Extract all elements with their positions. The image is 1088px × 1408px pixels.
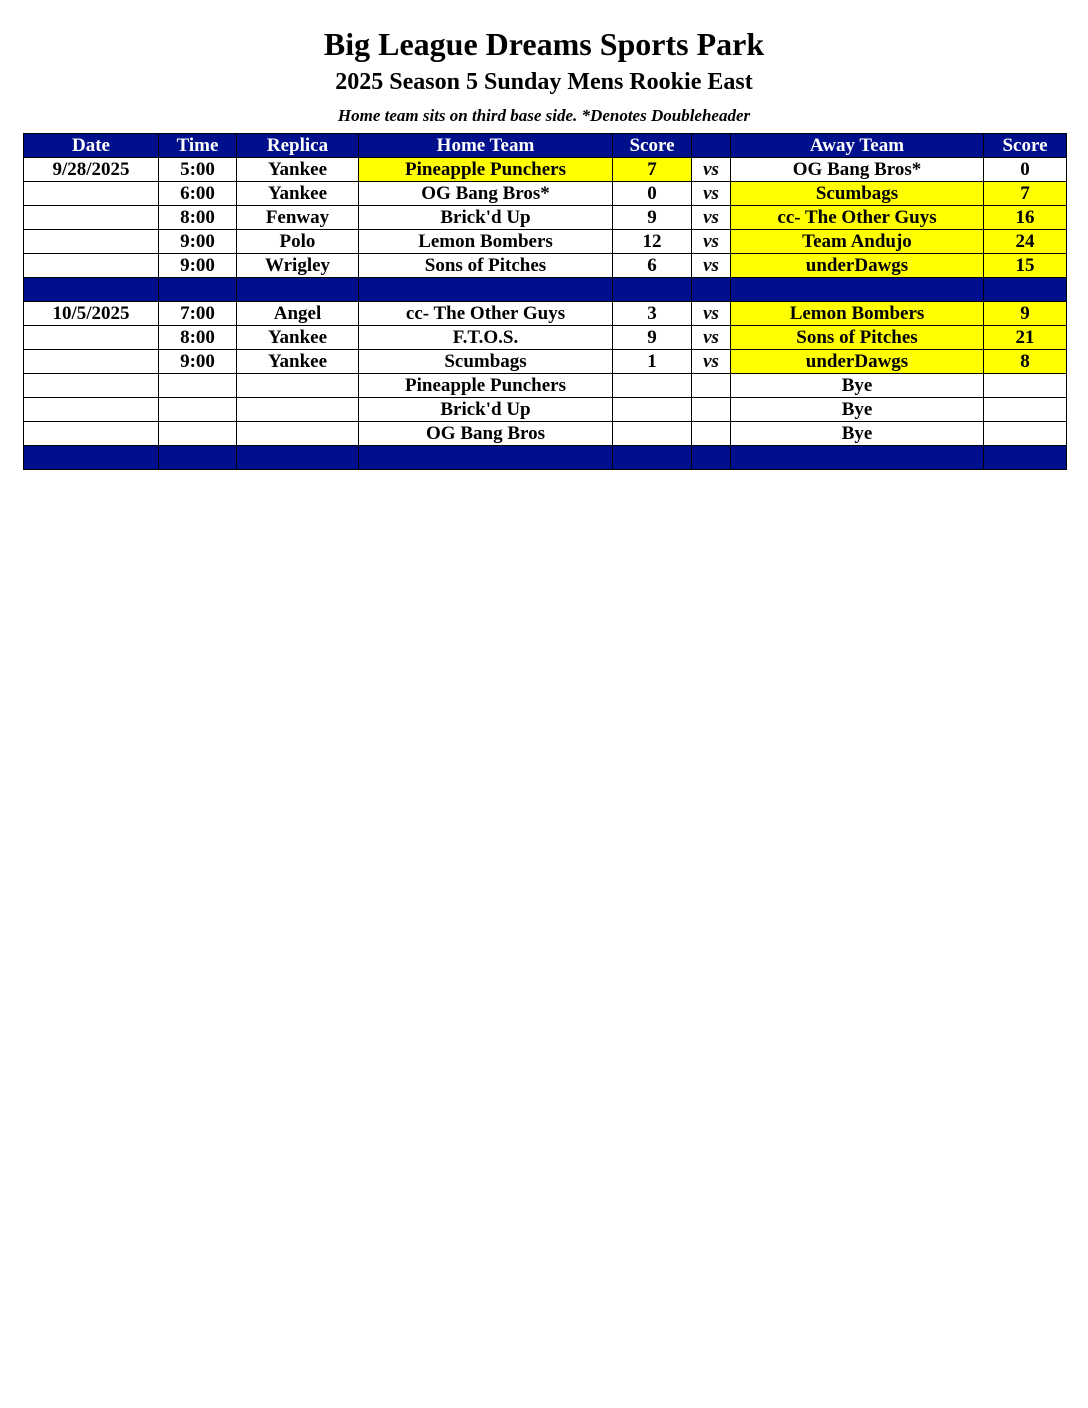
home-team-cell: Lemon Bombers bbox=[359, 230, 613, 254]
divider-cell bbox=[359, 278, 613, 302]
table-row bbox=[24, 254, 1067, 278]
date-cell bbox=[24, 350, 159, 374]
away-team-cell: underDawgs bbox=[731, 350, 984, 374]
time-cell: 7:00 bbox=[159, 302, 237, 326]
replica-cell: Yankee bbox=[237, 182, 359, 206]
column-header-replica: Replica bbox=[237, 134, 359, 158]
time-cell: 9:00 bbox=[159, 350, 237, 374]
away-team-cell: cc- The Other Guys bbox=[731, 206, 984, 230]
time-cell: 6:00 bbox=[159, 182, 237, 206]
replica-cell bbox=[237, 374, 359, 398]
away-score-cell bbox=[984, 398, 1067, 422]
time-cell: 5:00 bbox=[159, 158, 237, 182]
home-team-cell: Sons of Pitches bbox=[359, 254, 613, 278]
away-team-cell: Lemon Bombers bbox=[731, 302, 984, 326]
home-score-cell bbox=[613, 374, 692, 398]
divider-cell bbox=[613, 278, 692, 302]
column-header-vs bbox=[692, 134, 731, 158]
away-team-cell: Bye bbox=[731, 398, 984, 422]
replica-cell: Yankee bbox=[237, 158, 359, 182]
home-score-cell: 9 bbox=[613, 326, 692, 350]
divider-cell bbox=[692, 446, 731, 470]
away-score-cell: 21 bbox=[984, 326, 1067, 350]
home-team-cell: cc- The Other Guys bbox=[359, 302, 613, 326]
table-row bbox=[24, 374, 1067, 398]
home-score-cell: 12 bbox=[613, 230, 692, 254]
time-cell bbox=[159, 398, 237, 422]
table-row bbox=[24, 302, 1067, 326]
table-row bbox=[24, 158, 1067, 182]
column-header-date: Date bbox=[24, 134, 159, 158]
divider-cell bbox=[731, 446, 984, 470]
replica-cell: Polo bbox=[237, 230, 359, 254]
week-divider-row bbox=[24, 278, 1067, 302]
date-cell bbox=[24, 374, 159, 398]
column-header-time: Time bbox=[159, 134, 237, 158]
replica-cell: Fenway bbox=[237, 206, 359, 230]
schedule-table bbox=[23, 133, 1067, 470]
divider-cell bbox=[159, 278, 237, 302]
column-header-away-score: Score bbox=[984, 134, 1067, 158]
time-cell: 8:00 bbox=[159, 326, 237, 350]
home-team-cell: OG Bang Bros* bbox=[359, 182, 613, 206]
away-score-cell bbox=[984, 422, 1067, 446]
table-row bbox=[24, 182, 1067, 206]
week-divider-row bbox=[24, 446, 1067, 470]
away-team-cell: OG Bang Bros* bbox=[731, 158, 984, 182]
away-score-cell: 15 bbox=[984, 254, 1067, 278]
home-score-cell: 6 bbox=[613, 254, 692, 278]
vs-cell: vs bbox=[692, 158, 731, 182]
doubleheader-note: Home team sits on third base side. *Denotes Doubleheader bbox=[337, 106, 751, 125]
divider-cell bbox=[984, 446, 1067, 470]
page-title: Big League Dreams Sports Park bbox=[323, 26, 765, 62]
home-score-cell: 0 bbox=[613, 182, 692, 206]
vs-cell: vs bbox=[692, 254, 731, 278]
column-header-home-score: Score bbox=[613, 134, 692, 158]
away-team-cell: Bye bbox=[731, 422, 984, 446]
away-score-cell: 9 bbox=[984, 302, 1067, 326]
away-score-cell: 16 bbox=[984, 206, 1067, 230]
date-cell bbox=[24, 254, 159, 278]
table-row bbox=[24, 230, 1067, 254]
time-cell bbox=[159, 422, 237, 446]
page-subtitle: 2025 Season 5 Sunday Mens Rookie East bbox=[335, 69, 753, 95]
divider-cell bbox=[731, 278, 984, 302]
date-cell: 10/5/2025 bbox=[24, 302, 159, 326]
away-team-cell: underDawgs bbox=[731, 254, 984, 278]
time-cell bbox=[159, 374, 237, 398]
replica-cell bbox=[237, 398, 359, 422]
vs-cell: vs bbox=[692, 326, 731, 350]
vs-cell: vs bbox=[692, 182, 731, 206]
home-team-cell: Pineapple Punchers bbox=[359, 158, 613, 182]
away-team-cell: Sons of Pitches bbox=[731, 326, 984, 350]
home-team-cell: OG Bang Bros bbox=[359, 422, 613, 446]
vs-cell: vs bbox=[692, 302, 731, 326]
vs-cell: vs bbox=[692, 206, 731, 230]
vs-cell bbox=[692, 398, 731, 422]
date-cell bbox=[24, 230, 159, 254]
home-team-cell: Brick'd Up bbox=[359, 206, 613, 230]
column-header-home-team: Home Team bbox=[359, 134, 613, 158]
header-row bbox=[24, 134, 1067, 158]
divider-cell bbox=[237, 278, 359, 302]
table-row bbox=[24, 422, 1067, 446]
replica-cell: Yankee bbox=[237, 350, 359, 374]
away-score-cell: 8 bbox=[984, 350, 1067, 374]
vs-cell: vs bbox=[692, 350, 731, 374]
date-cell bbox=[24, 398, 159, 422]
divider-cell bbox=[159, 446, 237, 470]
home-score-cell: 7 bbox=[613, 158, 692, 182]
divider-cell bbox=[24, 278, 159, 302]
divider-cell bbox=[237, 446, 359, 470]
home-team-cell: Brick'd Up bbox=[359, 398, 613, 422]
table-row bbox=[24, 206, 1067, 230]
time-cell: 9:00 bbox=[159, 254, 237, 278]
home-score-cell bbox=[613, 422, 692, 446]
date-cell: 9/28/2025 bbox=[24, 158, 159, 182]
away-score-cell: 7 bbox=[984, 182, 1067, 206]
replica-cell: Angel bbox=[237, 302, 359, 326]
divider-cell bbox=[359, 446, 613, 470]
vs-cell: vs bbox=[692, 230, 731, 254]
divider-cell bbox=[613, 446, 692, 470]
time-cell: 8:00 bbox=[159, 206, 237, 230]
away-score-cell: 0 bbox=[984, 158, 1067, 182]
table-row bbox=[24, 350, 1067, 374]
column-header-away-team: Away Team bbox=[731, 134, 984, 158]
time-cell: 9:00 bbox=[159, 230, 237, 254]
away-team-cell: Team Andujo bbox=[731, 230, 984, 254]
home-team-cell: F.T.O.S. bbox=[359, 326, 613, 350]
divider-cell bbox=[984, 278, 1067, 302]
vs-cell bbox=[692, 422, 731, 446]
divider-cell bbox=[24, 446, 159, 470]
home-score-cell: 9 bbox=[613, 206, 692, 230]
date-cell bbox=[24, 206, 159, 230]
replica-cell bbox=[237, 422, 359, 446]
replica-cell: Wrigley bbox=[237, 254, 359, 278]
table-row bbox=[24, 398, 1067, 422]
away-team-cell: Bye bbox=[731, 374, 984, 398]
divider-cell bbox=[692, 278, 731, 302]
vs-cell bbox=[692, 374, 731, 398]
home-score-cell bbox=[613, 398, 692, 422]
home-score-cell: 3 bbox=[613, 302, 692, 326]
home-team-cell: Scumbags bbox=[359, 350, 613, 374]
away-score-cell: 24 bbox=[984, 230, 1067, 254]
date-cell bbox=[24, 326, 159, 350]
home-score-cell: 1 bbox=[613, 350, 692, 374]
date-cell bbox=[24, 422, 159, 446]
date-cell bbox=[24, 182, 159, 206]
home-team-cell: Pineapple Punchers bbox=[359, 374, 613, 398]
away-team-cell: Scumbags bbox=[731, 182, 984, 206]
replica-cell: Yankee bbox=[237, 326, 359, 350]
table-row bbox=[24, 326, 1067, 350]
away-score-cell bbox=[984, 374, 1067, 398]
